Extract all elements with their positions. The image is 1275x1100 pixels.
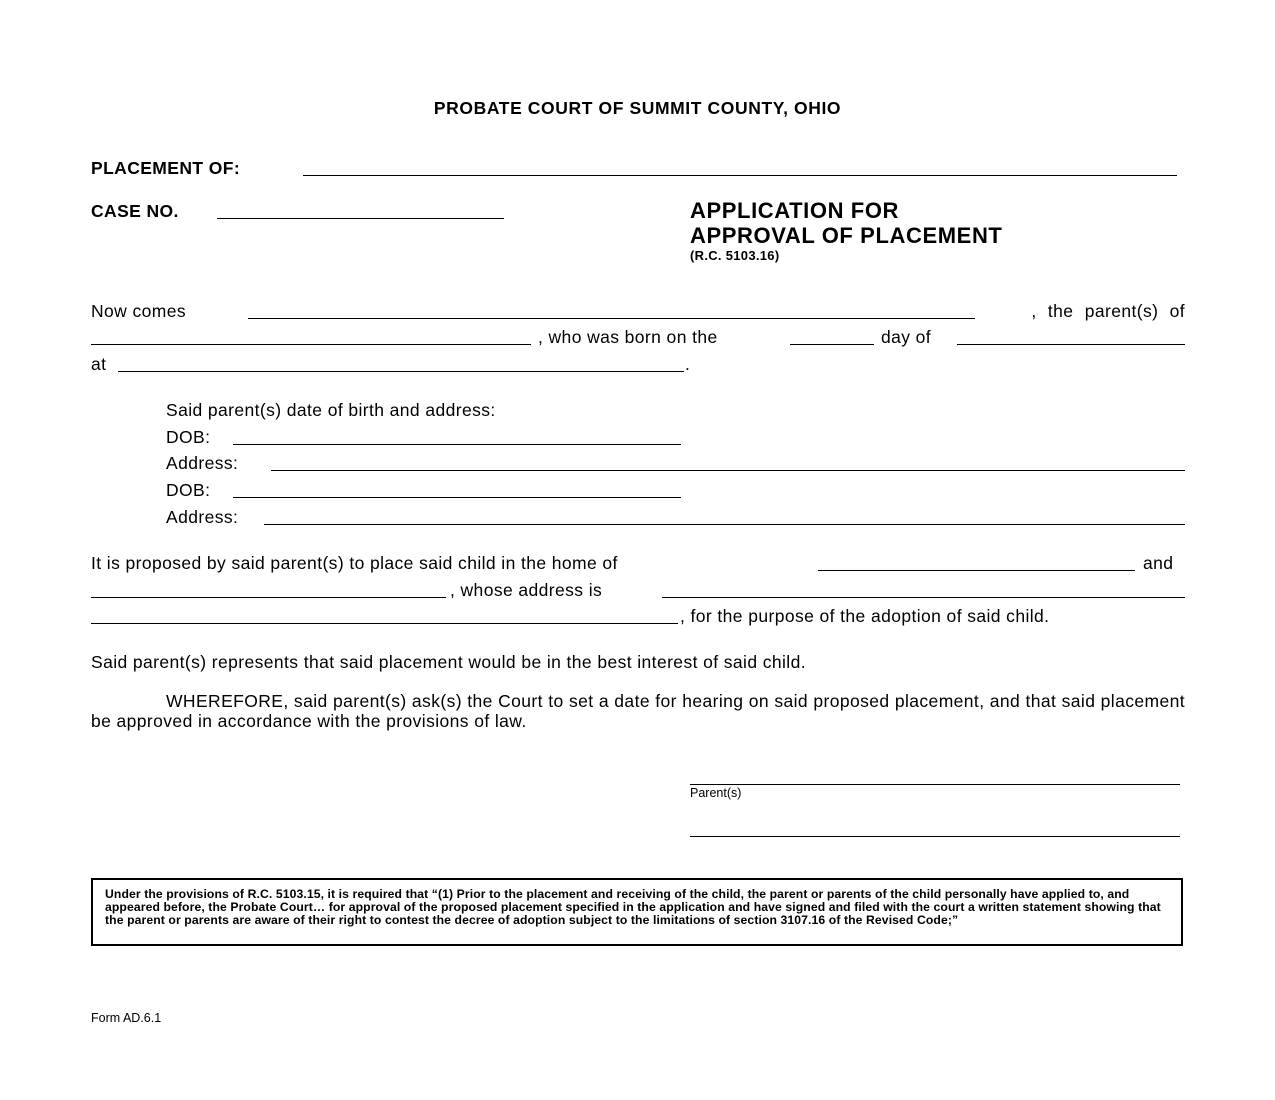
whose-address-text: , whose address is bbox=[450, 580, 603, 600]
address-field-2[interactable] bbox=[264, 524, 1185, 525]
court-name: PROBATE COURT OF SUMMIT COUNTY, OHIO bbox=[433, 98, 842, 118]
now-comes-label: Now comes bbox=[91, 301, 187, 321]
statute-reference: (R.C. 5103.16) bbox=[690, 248, 780, 263]
parent-signature-line-2[interactable] bbox=[690, 836, 1180, 837]
proposed-placement-text: It is proposed by said parent(s) to place said child in the home of bbox=[91, 553, 618, 573]
child-name-field[interactable] bbox=[91, 344, 531, 345]
address-label-2: Address: bbox=[166, 507, 239, 527]
dob-intro-text: Said parent(s) date of birth and address: bbox=[166, 400, 496, 420]
placement-address-field[interactable] bbox=[662, 597, 1185, 598]
address-label-1: Address: bbox=[166, 453, 239, 473]
form-title-line2: APPROVAL OF PLACEMENT bbox=[690, 223, 1003, 248]
placement-home-field[interactable] bbox=[818, 570, 1135, 571]
best-interest-text: Said parent(s) represents that said placement would be in the best interest of said child. bbox=[91, 652, 806, 672]
placement-address-field-2[interactable] bbox=[91, 623, 678, 624]
dob-field-2[interactable] bbox=[233, 497, 681, 498]
at-label: at bbox=[91, 354, 107, 374]
day-of-text: day of bbox=[881, 327, 932, 347]
signature-label: Parent(s) bbox=[690, 786, 742, 800]
birth-place-field[interactable] bbox=[118, 371, 684, 372]
period-mark: . bbox=[685, 354, 691, 374]
birth-day-field[interactable] bbox=[790, 344, 874, 345]
placement-of-label: PLACEMENT OF: bbox=[91, 158, 241, 178]
parent-signature-line-1[interactable] bbox=[690, 784, 1180, 785]
dob-label-2: DOB: bbox=[166, 480, 211, 500]
parents-of-text: , the parent(s) of bbox=[1031, 301, 1185, 321]
dob-label-1: DOB: bbox=[166, 427, 211, 447]
born-on-text: , who was born on the bbox=[538, 327, 718, 347]
form-number: Form AD.6.1 bbox=[91, 1011, 162, 1025]
statutory-notice-box bbox=[91, 878, 1183, 946]
wherefore-paragraph: WHEREFORE, said parent(s) ask(s) the Court to set a date for hearing on said proposed placement, and that said placement be approved in accordance with the provisions of law. bbox=[91, 691, 1185, 731]
case-number-label: CASE NO. bbox=[91, 201, 179, 221]
birth-month-year-field[interactable] bbox=[957, 344, 1185, 345]
and-text: and bbox=[1143, 553, 1174, 573]
form-title-line1: APPLICATION FOR bbox=[690, 198, 900, 223]
case-number-field[interactable] bbox=[217, 218, 504, 219]
placement-home-field-2[interactable] bbox=[91, 597, 446, 598]
address-field-1[interactable] bbox=[271, 470, 1185, 471]
statutory-notice-text: Under the provisions of R.C. 5103.15, it is required that “(1) Prior to the placement and receiving of the child, the parent or parents of the child personally have applied to, and appeared before, the Probate Court… for approval of the proposed placement specified in the application and have signed and filed with the court a written statement showing that the parent or parents are aware of their right to contest the decree of adoption subject to the limitations of section 3107.16 of the Revised Code;” bbox=[105, 887, 1161, 927]
parent-names-field[interactable] bbox=[248, 318, 975, 319]
placement-of-field[interactable] bbox=[303, 175, 1177, 176]
dob-field-1[interactable] bbox=[233, 444, 681, 445]
adoption-purpose-text: , for the purpose of the adoption of said child. bbox=[680, 606, 1050, 626]
